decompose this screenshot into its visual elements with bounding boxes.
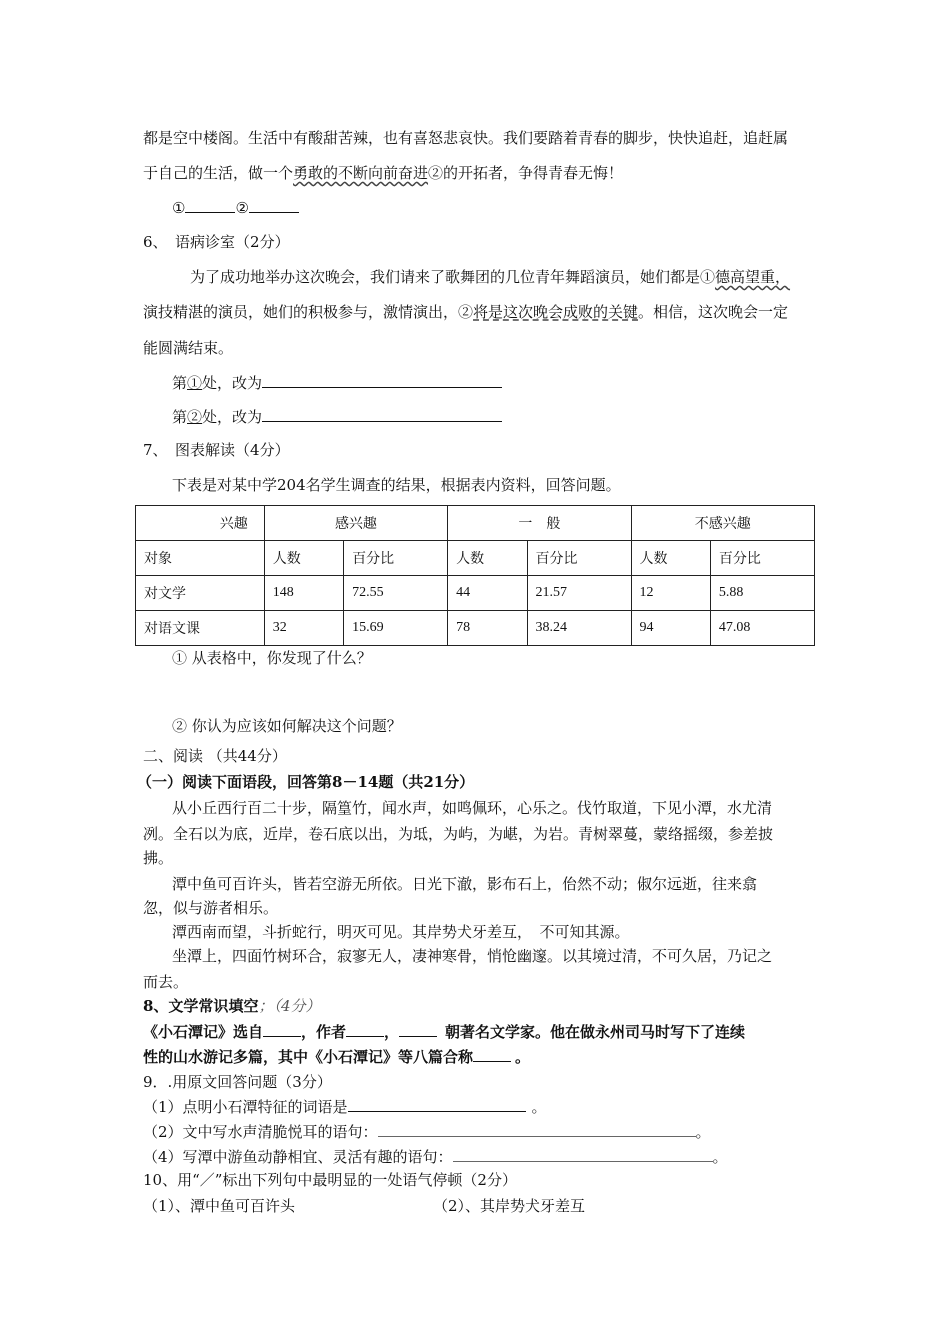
passage-line: 忽，似与游者相乐。 [143,899,279,917]
passage-line [143,163,623,183]
correction-line [172,407,502,427]
sub-question: ② 你认为应该如何解决这个问题？ [172,717,402,735]
text-span: 为了成功地举办这次晚会，我们请来了歌舞团的几位青年舞蹈演员，她们都是① [190,268,716,286]
sub-question: ① 从表格中，你发现了什么？ [172,649,372,667]
text-span: 《小石潭记》选自 [143,1023,264,1041]
question-heading: 6、 语病诊室（2分） [143,233,290,251]
table-subheader: 百分比 [344,541,448,576]
question-heading: 10、用“／”标出下列句中最明显的一处语气停顿（2分） [143,1171,517,1189]
answer-blank[interactable] [249,198,299,213]
passage-line: 坐潭上，四面竹树环合，寂寥无人，凄神寒骨，悄怆幽邃。以其境过清，不可久居，乃记之 [172,947,773,965]
table-row [136,611,815,646]
table-cell: 148 [264,576,343,611]
table-cell: 94 [631,611,710,646]
answer-blank[interactable] [262,373,502,388]
question-text [190,267,790,287]
text-span: 处，改为 [202,374,263,392]
table-corner-bottom: 对象 [136,541,265,576]
text-span: 。 [712,1148,728,1166]
table-cell: 12 [631,576,710,611]
question-text: 能圆满结束。 [143,339,234,357]
text-span: （2）文中写水声清脆悦耳的语句： [143,1123,378,1141]
text-span: 朝著名文学家。他在做永州司马时写下了连续 [445,1023,746,1041]
text-span: 处，改为 [202,408,263,426]
table-cell: 44 [448,576,527,611]
table-subheader: 人数 [264,541,343,576]
passage-line: 潭西南而望，斗折蛇行，明灭可见。其岸势犬牙差互， 不可知其源。 [172,923,630,941]
text-span: （4）写潭中游鱼动静相宜、灵活有趣的语句： [143,1148,453,1166]
answer-blank[interactable] [346,1022,384,1037]
table-subheader: 人数 [631,541,710,576]
table-subheader: 百分比 [710,541,814,576]
table-row [136,576,815,611]
text-span: 演技精湛的演员，她们的积极参与，激情演出，② [143,303,474,321]
table-row-label: 对文学 [136,576,265,611]
sub-question [143,1147,728,1167]
passage-line: 都是空中楼阁。生活中有酸甜苦辣，也有喜怒悲哀快。我们要踏着青春的脚步，快快追赶，追赶属 [143,129,789,147]
sub-question [143,1097,547,1117]
text-span: ② [187,408,203,426]
passage-line: 潭中鱼可百许头，皆若空游无所依。日光下澈，影布石上，佁然不动；俶尔远逝，往来翕 [172,875,758,893]
option-row [143,1196,585,1216]
answer-blank[interactable] [185,198,235,213]
blank-label: ② [235,199,249,217]
question-heading [143,996,321,1016]
answer-blank[interactable] [263,1022,301,1037]
passage-line: 从小丘西行百二十步，隔篁竹，闻水声，如鸣佩环，心乐之。伐竹取道，下见小潭，水尤清 [172,799,773,817]
table-cell: 38.24 [527,611,631,646]
answer-blanks [172,198,299,218]
table-corner-top: 兴趣 [136,506,265,541]
passage-line: 拂。 [143,849,174,867]
part-heading: （一）阅读下面语段，回答第8－14题（共21分） [137,773,475,791]
question-text: 下表是对某中学204名学生调查的结果，根据表内资料，回答问题。 [172,476,621,494]
survey-table [135,505,815,646]
text-span: 。 [515,1048,531,1066]
table-group-header: 不感兴趣 [631,506,814,541]
sub-question [143,1122,711,1142]
table-header-row [136,506,815,541]
answer-blank[interactable] [348,1097,526,1112]
section-heading: 二、阅读 （共44分） [143,747,287,765]
passage-line: 冽。全石以为底，近岸，卷石底以出，为坻，为屿，为嵁，为岩。青树翠蔓，蒙络摇缀，参差披 [143,825,774,843]
question-text [143,302,788,322]
text-span: ① [187,374,203,392]
table-group-header: 感兴趣 [264,506,447,541]
passage-line: 而去。 [143,973,189,991]
text-span: 。相信，这次晚会一定 [638,303,789,321]
table-row-label: 对语文课 [136,611,265,646]
answer-blank[interactable] [399,1022,437,1037]
dashed-underlined-text: 将是这次晚会成败的关键 [473,303,639,321]
text-span: （1）点明小石潭特征的词语是 [143,1098,348,1116]
table-cell: 78 [448,611,527,646]
table-subheader-row [136,541,815,576]
wavy-underlined-text: 勇敢的不断向前奋进 [293,164,429,182]
blank-label: ① [172,199,186,217]
text-span: ②的开拓者，争得青春无悔！ [428,164,624,182]
answer-blank[interactable] [473,1047,511,1062]
text-span: ；（4分） [258,997,321,1015]
text-span: ， [384,1023,400,1041]
option-item: （2）、其岸势犬牙差互 [433,1197,586,1215]
text-span: 第 [172,408,188,426]
table-cell: 72.55 [344,576,448,611]
table-cell: 15.69 [344,611,448,646]
text-span: 。 [531,1098,547,1116]
question-heading: 9．.用原文回答问题（3分） [143,1073,332,1091]
text-span: 性的山水游记多篇，其中《小石潭记》等八篇合称 [143,1048,474,1066]
answer-blank[interactable] [453,1147,713,1162]
table-cell: 47.08 [710,611,814,646]
table-subheader: 人数 [448,541,527,576]
answer-blank[interactable] [378,1122,696,1137]
question-text [143,1022,745,1042]
text-span: 8、文学常识填空 [143,997,259,1015]
text-span: 于自己的生活，做一个 [143,164,294,182]
table-subheader: 百分比 [527,541,631,576]
correction-line [172,373,502,393]
text-span: 。 [695,1123,711,1141]
table-group-header: 一 般 [448,506,631,541]
question-text [143,1047,530,1067]
question-heading: 7、 图表解读（4分） [143,441,290,459]
option-item: （1）、潭中鱼可百许头 [143,1197,296,1215]
text-span: 第 [172,374,188,392]
table-cell: 32 [264,611,343,646]
text-span: ，作者 [301,1023,347,1041]
answer-blank[interactable] [262,407,502,422]
table-cell: 21.57 [527,576,631,611]
table-cell: 5.88 [710,576,814,611]
wavy-underlined-text: 德高望重， [715,268,791,286]
